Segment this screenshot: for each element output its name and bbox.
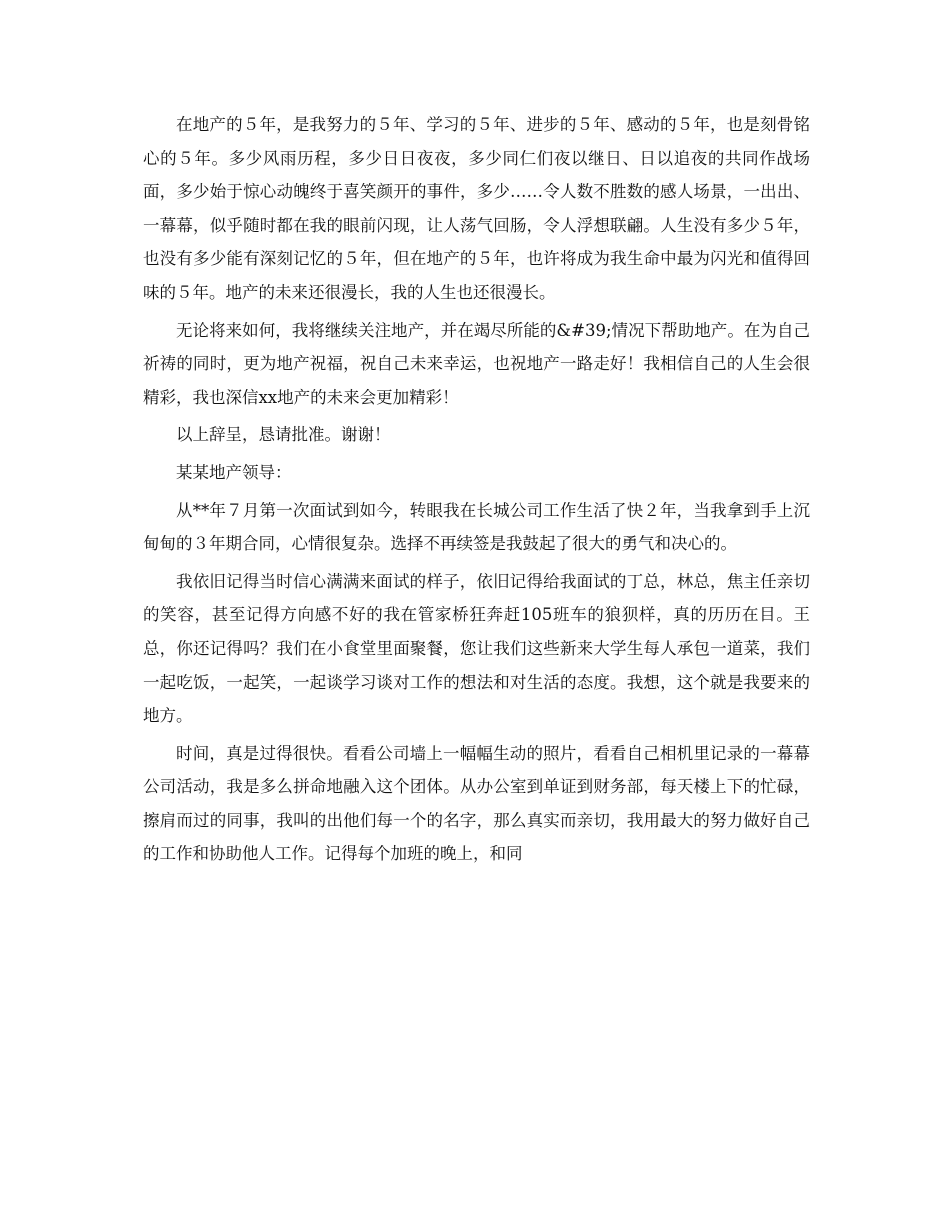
paragraph: 时间，真是过得很快。看看公司墙上一幅幅生动的照片，看看自己相机里记录的一幕幕公司活动，我是多么拼命地融入这个团体。从办公室到单证到财务部，每天楼上下的忙碌，擦肩而过的同事，我叫的出他们每一个的名字，那么真实而亲切，我用最大的努力做好自己的工作和协助他人工作。记得每个加班的晚上，和同	[143, 743, 810, 864]
paragraph: 从**年７月第一次面试到如今，转眼我在长城公司工作生活了快２年，当我拿到手上沉甸甸的３年期合同，心情很复杂。选择不再续签是我鼓起了很大的勇气和决心的。	[143, 500, 810, 554]
document-body	[143, 108, 810, 875]
paragraph: 以上辞呈，恳请批准。谢谢！	[176, 425, 391, 445]
paragraph: 某某地产领导：	[176, 462, 292, 482]
paragraph: 无论将来如何，我将继续关注地产，并在竭尽所能的&#39;情况下帮助地产。在为自己祈祷的同时，更为地产祝福，祝自己未来幸运，也祝地产一路走好！我相信自己的人生会很精彩，我也深信xx地产的未来会更加精彩！	[143, 320, 810, 407]
paragraph: 在地产的５年，是我努力的５年、学习的５年、进步的５年、感动的５年，也是刻骨铭心的５年。多少风雨历程，多少日日夜夜，多少同仁们夜以继日、日以追夜的共同作战场面，多少始于惊心动魄终于喜笑颜开的事件，多少……令人数不胜数的感人场景，一出出、一幕幕，似乎随时都在我的眼前闪现，让人荡气回肠，令人浮想联翩。人生没有多少５年，也没有多少能有深刻记忆的５年，但在地产的５年，也许将成为我生命中最为闪光和值得回味的５年。地产的未来还很漫长，我的人生也还很漫长。	[143, 115, 810, 302]
paragraph: 我依旧记得当时信心满满来面试的样子，依旧记得给我面试的丁总，林总，焦主任亲切的笑容，甚至记得方向感不好的我在管家桥狂奔赶105班车的狼狈样，真的历历在目。王总，你还记得吗？我们在小食堂里面聚餐，您让我们这些新来大学生每人承包一道菜，我们一起吃饭，一起笑，一起谈学习谈对工作的想法和对生活的态度。我想，这个就是我要来的地方。	[143, 571, 810, 726]
